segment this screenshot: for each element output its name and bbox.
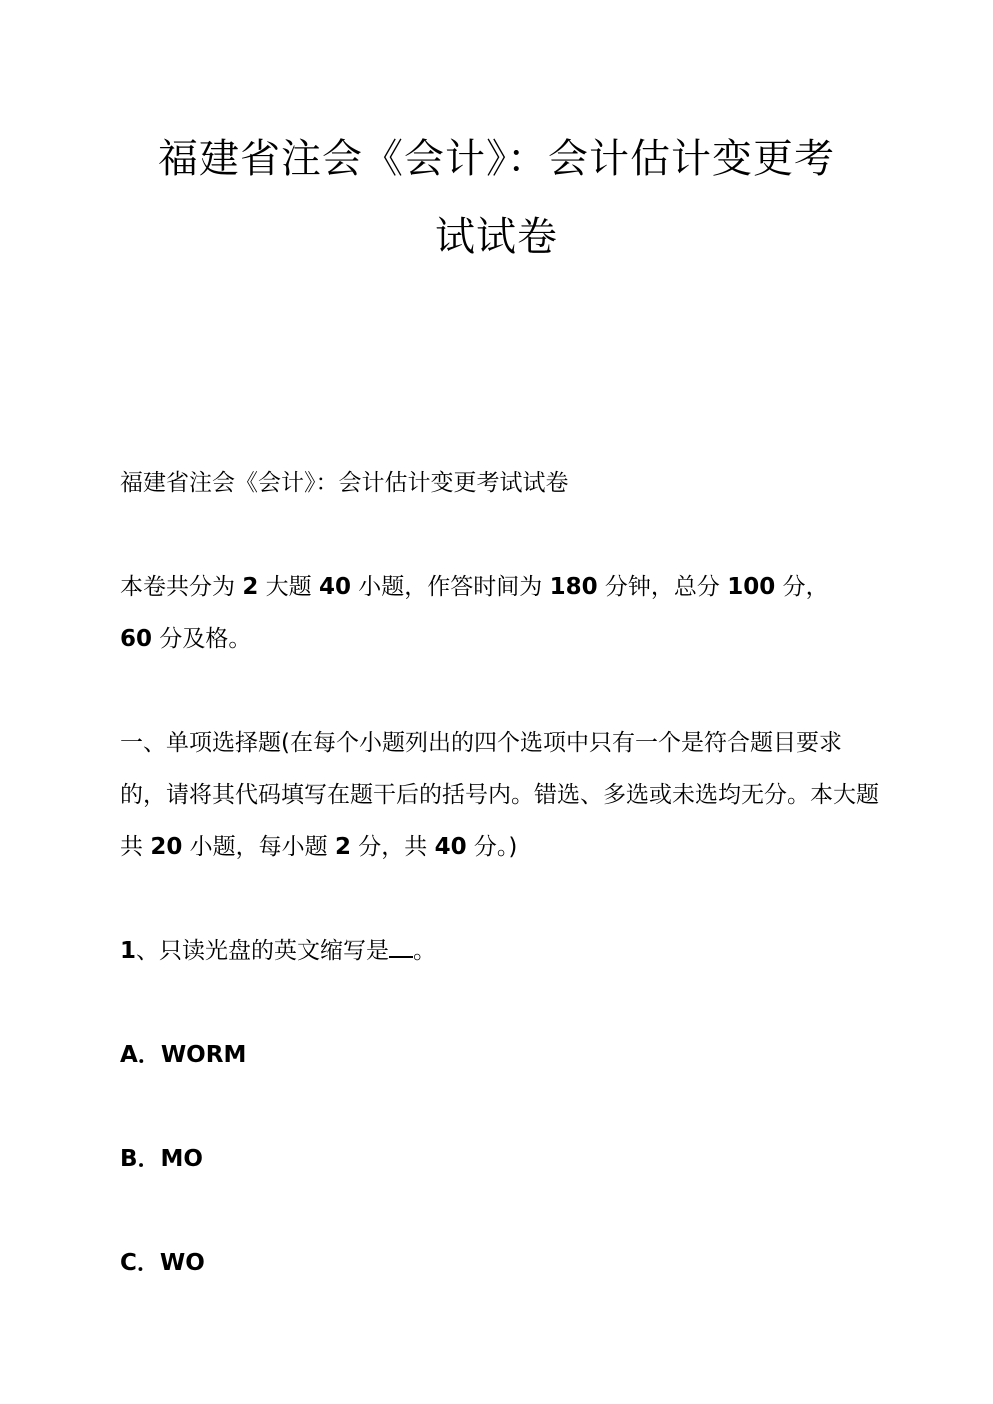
- answer-blank: [389, 934, 413, 958]
- section-1-text-3: 分，共: [358, 834, 428, 860]
- option-c-letter: C．: [120, 1250, 160, 1276]
- option-a: [120, 1029, 880, 1081]
- question-1-text: 、只读光盘的英文缩写是: [136, 938, 390, 964]
- option-a-letter: A．: [120, 1042, 161, 1068]
- option-b-text: MO: [160, 1146, 203, 1172]
- section-1-text-2: 小题，每小题: [189, 834, 328, 860]
- intro-text-3: 小题，作答时间为: [358, 574, 543, 600]
- option-c: [120, 1237, 880, 1289]
- intro-text-6: 分及格。: [159, 626, 252, 652]
- question-1-end: 。: [413, 938, 437, 964]
- section-1-number-3: 40: [434, 834, 467, 860]
- intro-number-3: 180: [549, 574, 598, 600]
- intro-text-5: 分，: [782, 574, 829, 600]
- intro-text-4: 分钟，总分: [604, 574, 720, 600]
- question-1-number: 1: [120, 938, 137, 964]
- section-1-heading: [120, 717, 880, 873]
- question-1: [120, 925, 880, 977]
- title-line-2: 试试卷: [435, 214, 558, 260]
- subtitle: 福建省注会《会计》：会计估计变更考试试卷: [120, 470, 569, 496]
- intro-number-4: 100: [727, 574, 776, 600]
- option-a-text: WORM: [160, 1042, 247, 1068]
- section-1-number-2: 2: [334, 834, 351, 860]
- option-b: [120, 1133, 880, 1185]
- section-1-number-1: 20: [150, 834, 183, 860]
- section-1-text-4: 分。): [473, 834, 518, 860]
- intro-text-2: 大题: [265, 574, 312, 600]
- intro-text-1: 本卷共分为: [120, 574, 235, 600]
- exam-intro: [120, 561, 880, 665]
- option-b-letter: B．: [120, 1146, 161, 1172]
- option-c-text: WO: [159, 1250, 205, 1276]
- document-title: [110, 120, 883, 276]
- intro-number-2: 40: [318, 574, 351, 600]
- title-line-1: 福建省注会《会计》：会计估计变更考: [158, 136, 835, 182]
- section-1-text-1: 一、单项选择题(在每个小题列出的四个选项中只有一个是符合题目要求的，请将其代码填写在题干后的括号内。错选、多选或未选均无分。本大题共: [120, 730, 879, 860]
- intro-number-5: 60: [120, 626, 153, 652]
- intro-number-1: 2: [242, 574, 259, 600]
